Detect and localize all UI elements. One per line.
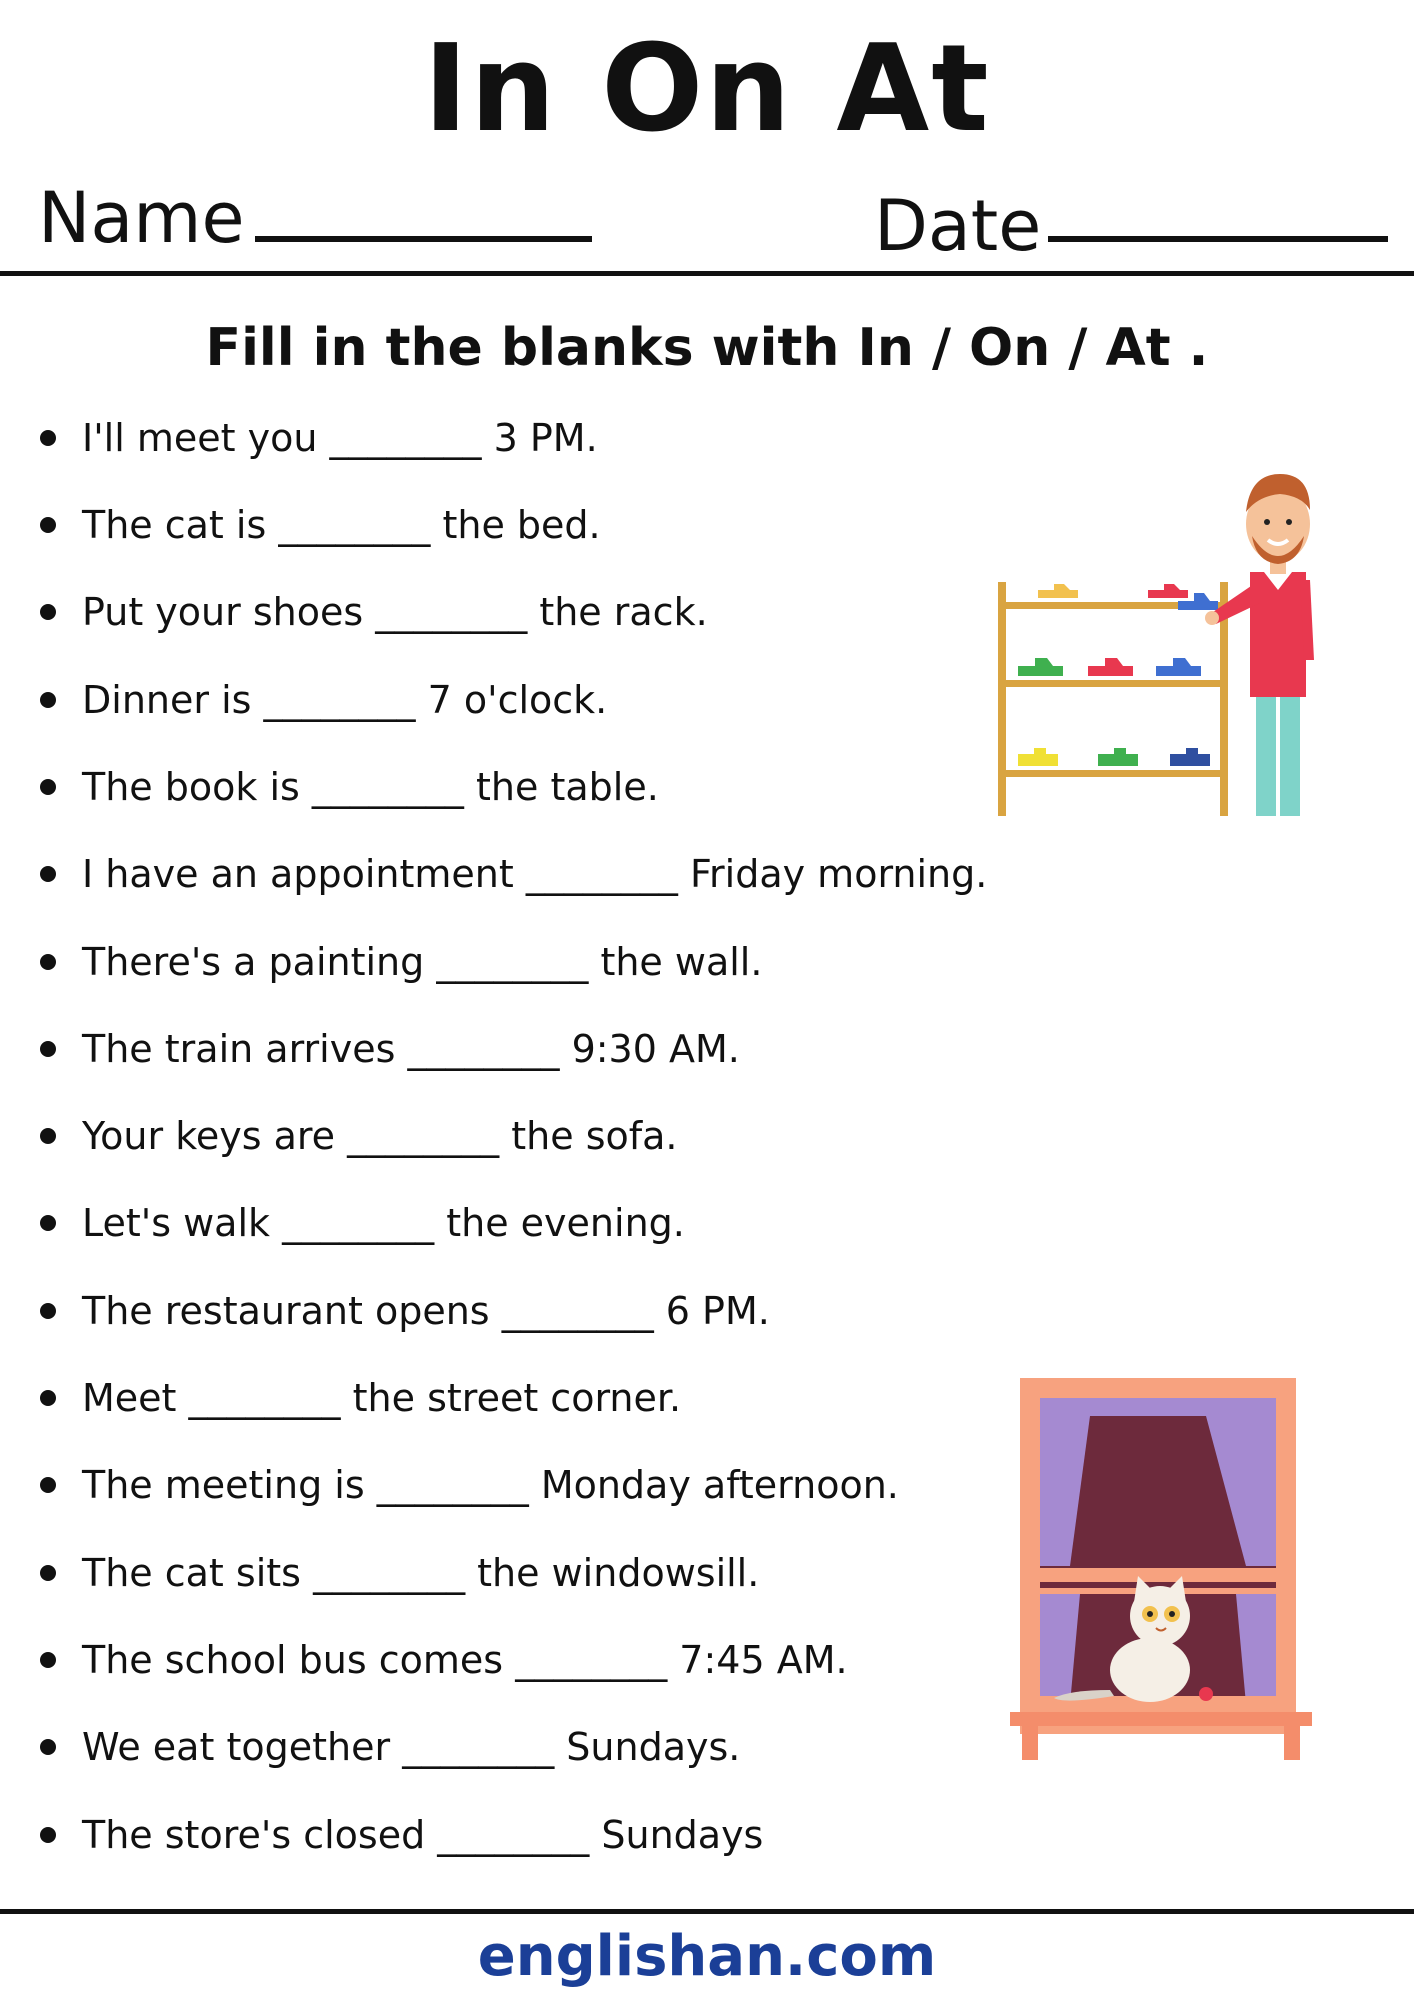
- item-text-after: 6 PM.: [665, 1289, 770, 1333]
- bullet-icon: [40, 1739, 56, 1755]
- bullet-icon: [40, 692, 56, 708]
- answer-blank[interactable]: ________: [311, 765, 464, 809]
- item-text-after: Friday morning.: [689, 852, 988, 896]
- answer-blank[interactable]: ________: [278, 503, 431, 547]
- item-text-after: the sofa.: [511, 1114, 678, 1158]
- date-label: Date: [874, 185, 1042, 267]
- answer-blank[interactable]: ________: [402, 1725, 555, 1769]
- bullet-icon: [40, 1303, 56, 1319]
- exercise-item-13: [40, 1455, 899, 1515]
- exercise-item-9: [40, 1106, 677, 1166]
- item-text-before: Put your shoes: [82, 590, 364, 634]
- item-text-after: the table.: [476, 765, 659, 809]
- top-divider: [0, 271, 1414, 276]
- item-text-before: The meeting is: [82, 1463, 365, 1507]
- answer-blank[interactable]: ________: [407, 1027, 560, 1071]
- item-text-after: the wall.: [600, 940, 763, 984]
- answer-blank[interactable]: ________: [313, 1551, 466, 1595]
- name-input-line[interactable]: [255, 236, 592, 242]
- item-text-before: The book is: [82, 765, 300, 809]
- exercise-item-3: [40, 582, 708, 642]
- bullet-icon: [40, 1390, 56, 1406]
- answer-blank[interactable]: ________: [329, 416, 482, 460]
- bottom-divider: [0, 1909, 1414, 1914]
- answer-blank[interactable]: ________: [347, 1114, 500, 1158]
- item-text-after: 3 PM.: [493, 416, 598, 460]
- bullet-icon: [40, 1477, 56, 1493]
- bullet-icon: [40, 1565, 56, 1581]
- item-text-before: The cat is: [82, 503, 267, 547]
- exercise-item-12: [40, 1368, 681, 1428]
- item-text-after: the evening.: [446, 1201, 685, 1245]
- item-text-before: The cat sits: [82, 1551, 301, 1595]
- bullet-icon: [40, 1215, 56, 1231]
- bullet-icon: [40, 1041, 56, 1057]
- item-text-after: Sundays.: [566, 1725, 741, 1769]
- item-text-before: I'll meet you: [82, 416, 318, 460]
- exercise-item-1: [40, 408, 598, 468]
- item-text-after: the rack.: [539, 590, 708, 634]
- item-text-before: Your keys are: [82, 1114, 336, 1158]
- item-text-before: Dinner is: [82, 678, 252, 722]
- shoe-rack-shopkeeper-illustration: [988, 452, 1328, 822]
- name-label: Name: [38, 177, 245, 259]
- item-text-before: The school bus comes: [82, 1638, 504, 1682]
- cat-in-window-illustration: [1010, 1372, 1312, 1762]
- item-text-after: 7 o'clock.: [427, 678, 608, 722]
- exercise-item-11: [40, 1281, 770, 1341]
- bullet-icon: [40, 954, 56, 970]
- item-text-before: The train arrives: [82, 1027, 396, 1071]
- item-text-before: I have an appointment: [82, 852, 514, 896]
- exercise-item-15: [40, 1630, 848, 1690]
- answer-blank[interactable]: ________: [515, 1638, 668, 1682]
- answer-blank[interactable]: ________: [436, 940, 589, 984]
- answer-blank[interactable]: ________: [282, 1201, 435, 1245]
- exercise-item-5: [40, 757, 659, 817]
- bullet-icon: [40, 779, 56, 795]
- item-text-after: the windowsill.: [477, 1551, 760, 1595]
- item-text-before: Let's walk: [82, 1201, 271, 1245]
- item-text-after: 7:45 AM.: [679, 1638, 848, 1682]
- item-text-before: Meet: [82, 1376, 177, 1420]
- answer-blank[interactable]: ________: [188, 1376, 341, 1420]
- item-text-before: The store's closed: [82, 1813, 426, 1857]
- item-text-before: There's a painting: [82, 940, 425, 984]
- answer-blank[interactable]: ________: [501, 1289, 654, 1333]
- answer-blank[interactable]: ________: [525, 852, 678, 896]
- bullet-icon: [40, 1827, 56, 1843]
- date-input-line[interactable]: [1048, 236, 1388, 242]
- item-text-after: the street corner.: [352, 1376, 682, 1420]
- worksheet-title: In On At: [423, 20, 991, 159]
- item-text-before: We eat together: [82, 1725, 391, 1769]
- site-footer-link[interactable]: englishan.com: [477, 1924, 937, 1989]
- exercise-item-14: [40, 1543, 759, 1603]
- answer-blank[interactable]: ________: [376, 1463, 529, 1507]
- bullet-icon: [40, 1128, 56, 1144]
- answer-blank[interactable]: ________: [437, 1813, 590, 1857]
- exercise-item-10: [40, 1193, 685, 1253]
- exercise-item-17: [40, 1805, 763, 1865]
- item-text-after: Monday afternoon.: [540, 1463, 899, 1507]
- item-text-before: The restaurant opens: [82, 1289, 490, 1333]
- answer-blank[interactable]: ________: [263, 678, 416, 722]
- bullet-icon: [40, 866, 56, 882]
- answer-blank[interactable]: ________: [375, 590, 528, 634]
- exercise-item-8: [40, 1019, 740, 1079]
- exercise-item-7: [40, 932, 762, 992]
- exercise-item-16: [40, 1717, 740, 1777]
- exercise-item-4: [40, 670, 607, 730]
- exercise-item-2: [40, 495, 601, 555]
- bullet-icon: [40, 430, 56, 446]
- bullet-icon: [40, 1652, 56, 1668]
- bullet-icon: [40, 604, 56, 620]
- item-text-after: Sundays: [601, 1813, 764, 1857]
- exercise-item-6: [40, 844, 987, 904]
- item-text-after: 9:30 AM.: [571, 1027, 740, 1071]
- item-text-after: the bed.: [442, 503, 601, 547]
- instruction-heading: Fill in the blanks with In / On / At .: [205, 318, 1209, 378]
- bullet-icon: [40, 517, 56, 533]
